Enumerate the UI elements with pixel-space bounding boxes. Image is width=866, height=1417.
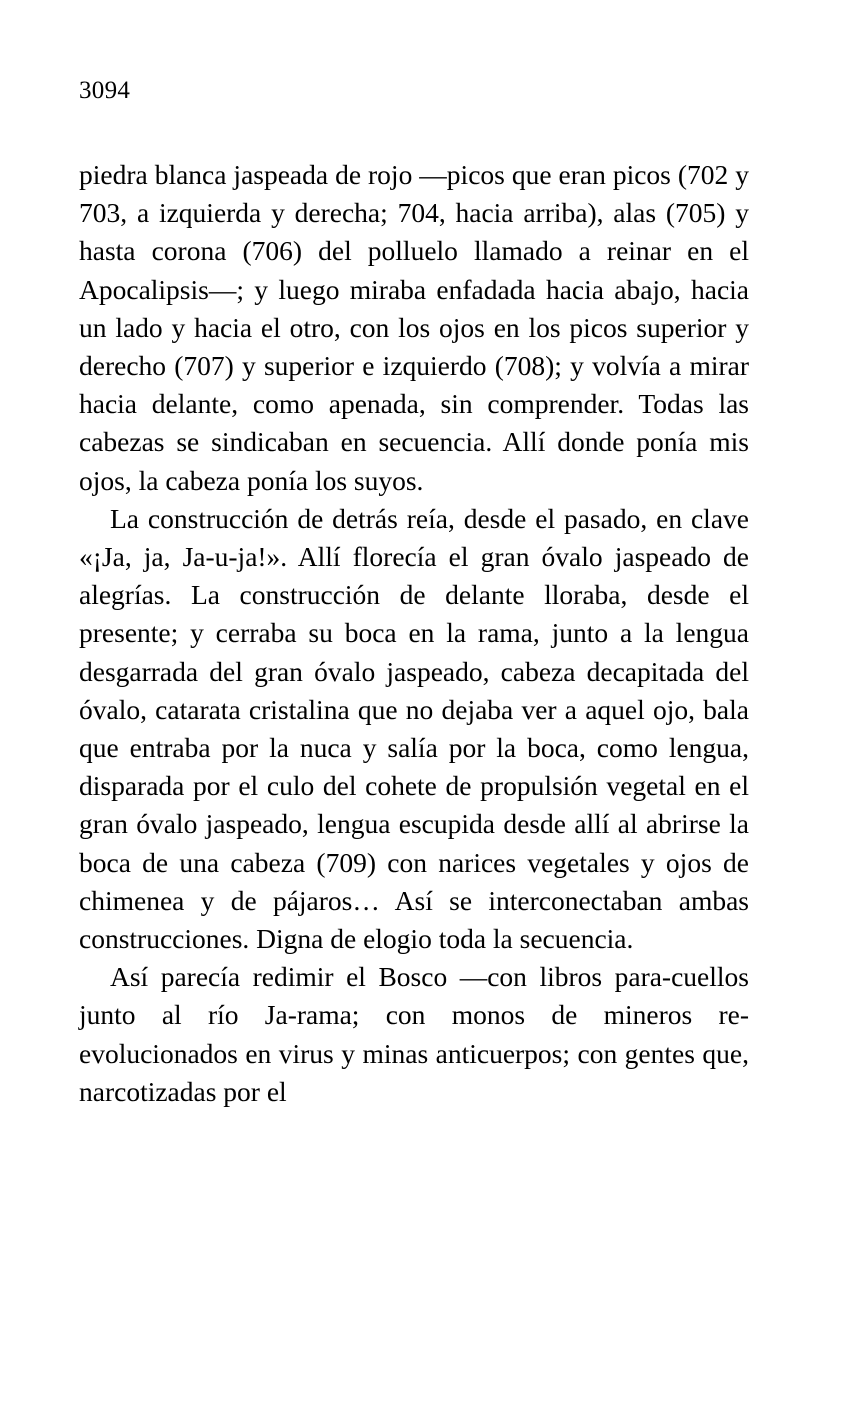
paragraph: piedra blanca jaspeada de rojo —picos que eran picos (702 y 703, a izquierda y derecha; 704, hacia arriba), alas (705) y hasta corona (706) del polluelo llamado a reinar en el Apocalipsis—; y luego miraba enfadada hacia abajo, hacia un lado y hacia el otro, con los ojos en los picos superior y derecho (707) y superior e izquierdo (708); y volvía a mirar hacia delante, como apenada, sin comprender. Todas las cabezas se sindicaban en secuencia. Allí donde ponía mis ojos, la cabeza ponía los suyos. [79, 159, 749, 496]
paragraph: Así parecía redimir el Bosco —con libros para-cuellos junto al río Ja-rama; con monos de mineros re-evolucionados en virus y minas anticuerpos; con gentes que, narcotizadas por el [79, 961, 749, 1107]
paragraph: La construcción de detrás reía, desde el pasado, en clave «¡Ja, ja, Ja-u-ja!». Allí florecía el gran óvalo jaspeado de alegrías. La construcción de delante lloraba, desde el presente; y cerraba su boca en la rama, junto a la lengua desgarrada del gran óvalo jaspeado, cabeza decapitada del óvalo, catarata cristalina que no dejaba ver a aquel ojo, bala que entraba por la nuca y salía por la boca, como lengua, disparada por el culo del cohete de propulsión vegetal en el gran óvalo jaspeado, lengua escupida desde allí al abrirse la boca de una cabeza (709) con narices vegetales y ojos de chimenea y de pájaros… Así se interconectaban ambas construcciones. Digna de elogio toda la secuencia. [79, 502, 749, 955]
page-number: 3094 [79, 77, 131, 104]
body-text [79, 156, 749, 1111]
